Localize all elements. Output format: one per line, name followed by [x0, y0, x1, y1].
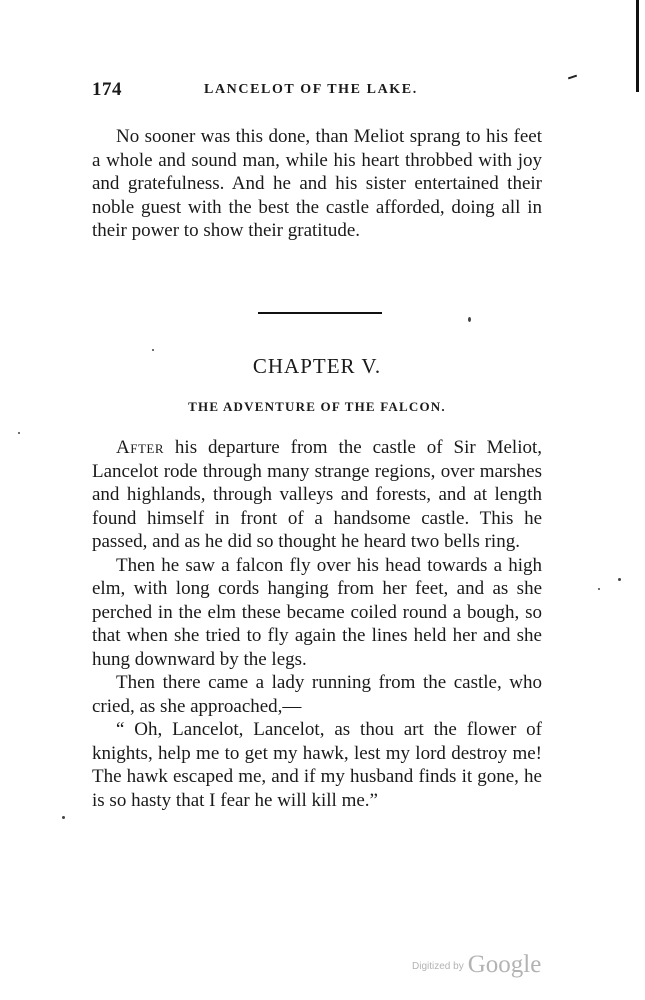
chapter-subtitle: THE ADVENTURE OF THE FALCON.	[188, 399, 446, 414]
page-header	[92, 79, 542, 105]
watermark-brand: Google	[467, 951, 542, 978]
scan-edge-bar	[636, 0, 639, 92]
scan-speck	[152, 349, 154, 351]
opening-paragraph: No sooner was this done, than Meliot sprang to his feet a whole and sound man, while his heart throbbed with joy and gratefulness. And he and his sister entertained their noble guest with the best the castle afforded, doing all in their power to show their gratitude.	[92, 126, 542, 241]
paragraph	[92, 436, 542, 554]
paragraph-lead-word: After	[116, 437, 165, 458]
scan-speck	[468, 317, 471, 322]
page-number: 174	[92, 79, 122, 100]
paragraph: Then there came a lady running from the castle, who cried, as she approached,—	[92, 672, 542, 717]
chapter-title: CHAPTER V.	[252, 354, 382, 378]
scan-speck	[618, 578, 621, 581]
chapter-body	[92, 436, 542, 812]
paragraph-text: his departure from the castle of Sir Meliot, Lancelot rode through many strange regions, over marshes and highlands, through valleys and forests, and at length found himself in front of a handsome castle. This he passed, and as he did so thought he heard two bells ring.	[92, 437, 542, 552]
scan-speck	[598, 588, 600, 590]
scan-speck	[568, 75, 577, 80]
running-head: LANCELOT OF THE LAKE.	[204, 82, 418, 97]
section-divider	[258, 312, 382, 314]
paragraph: Then he saw a falcon fly over his head towards a high elm, with long cords hanging from her feet, and as she perched in the elm these became coiled round a bough, so that when she tried to fly again the lines held her and she hung downward by the legs.	[92, 554, 542, 670]
paragraph: “ Oh, Lancelot, Lancelot, as thou art the flower of knights, help me to get my hawk, lest my lord destroy me! The hawk escaped me, and if my husband finds it gone, he is so hasty that I fear he will kill me.”	[92, 719, 542, 811]
opening-paragraph-block	[92, 125, 542, 243]
watermark-prefix: Digitized by	[412, 961, 464, 972]
scan-speck	[18, 432, 20, 434]
digitization-watermark	[412, 951, 541, 979]
scan-speck	[62, 816, 65, 819]
